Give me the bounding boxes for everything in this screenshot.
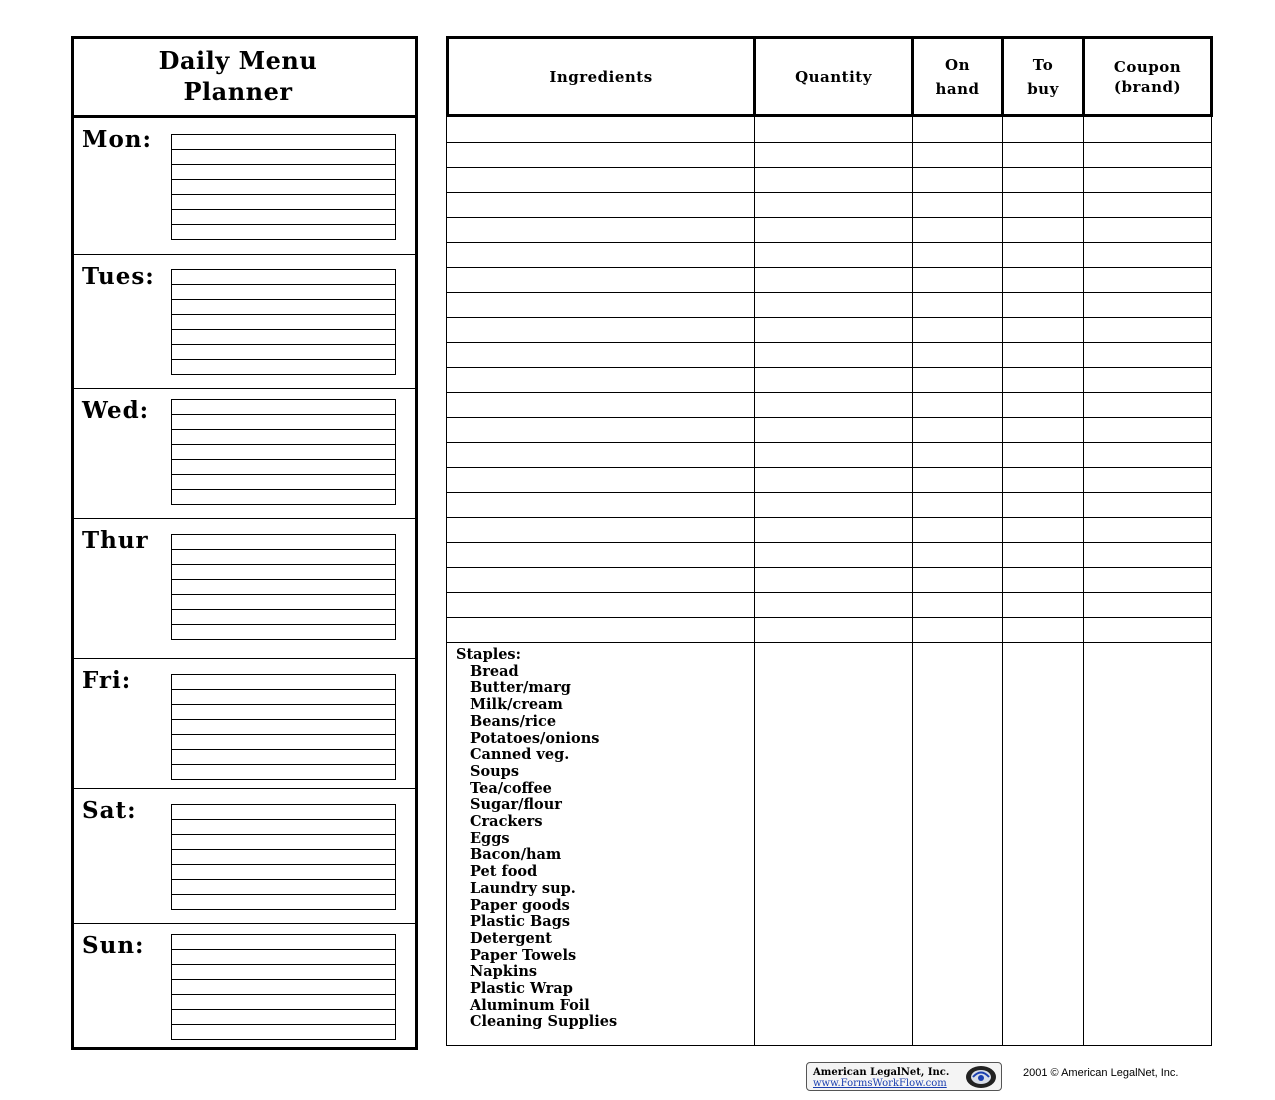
row-line [446, 367, 1212, 368]
day-wed [74, 389, 415, 519]
staple-item: Laundry sup. [470, 879, 576, 897]
shopping-list-table [446, 36, 1213, 1046]
staple-item: Detergent [470, 929, 552, 947]
header-ingredients: Ingredients [549, 67, 653, 86]
staple-item: Plastic Bags [470, 913, 571, 931]
row-line [446, 567, 1212, 568]
staple-item: Butter/marg [470, 679, 571, 697]
staple-item: Beans/rice [470, 712, 557, 730]
daily-menu-planner [71, 36, 418, 1050]
row-line [446, 292, 1212, 293]
day-lines[interactable] [171, 269, 396, 375]
staples-heading: Staples: [456, 646, 521, 663]
day-label: Mon: [82, 126, 153, 153]
day-tues [74, 255, 415, 389]
planner-title [74, 39, 415, 118]
planner-title-line2: Planner [183, 77, 293, 106]
table-bottom-line [446, 1045, 1212, 1046]
day-mon [74, 118, 415, 255]
row-line [446, 142, 1212, 143]
day-sat [74, 789, 415, 924]
staple-item: Bread [470, 662, 519, 680]
staple-item: Eggs [470, 829, 510, 847]
day-label: Sun: [82, 932, 145, 959]
day-sun [74, 924, 415, 1047]
staple-item: Bacon/ham [470, 846, 562, 864]
header-to-buy: To buy [1027, 55, 1059, 98]
american-legalnet-logo [806, 1062, 1002, 1091]
column-line [754, 117, 755, 1046]
day-label: Wed: [82, 397, 150, 424]
row-line [446, 267, 1212, 268]
day-label: Fri: [82, 667, 132, 694]
staple-item: Aluminum Foil [470, 996, 590, 1014]
staple-item: Tea/coffee [470, 779, 552, 797]
day-lines[interactable] [171, 934, 396, 1040]
row-line [446, 442, 1212, 443]
staples-list [456, 647, 617, 1031]
day-lines[interactable] [171, 674, 396, 780]
staple-item: Paper goods [470, 896, 570, 914]
column-line [1083, 117, 1084, 1046]
header-on-hand: On hand [935, 55, 980, 98]
row-line [446, 317, 1212, 318]
planner-title-line1: Daily Menu [158, 46, 318, 75]
staple-item: Pet food [470, 863, 538, 881]
staple-item: Crackers [470, 813, 543, 831]
row-line [446, 517, 1212, 518]
day-lines[interactable] [171, 804, 396, 910]
row-line [446, 192, 1212, 193]
day-lines[interactable] [171, 399, 396, 505]
day-fri [74, 659, 415, 789]
staple-item: Plastic Wrap [470, 980, 573, 998]
row-line [446, 467, 1212, 468]
globe-icon [964, 1065, 998, 1089]
staple-item: Soups [470, 762, 519, 780]
row-line [446, 167, 1212, 168]
staple-item: Potatoes/onions [470, 729, 600, 747]
copyright-notice: 2001 © American LegalNet, Inc. [1023, 1067, 1179, 1079]
header-quantity: Quantity [795, 67, 872, 86]
staple-item: Milk/cream [470, 696, 563, 714]
row-line [446, 617, 1212, 618]
row-line [446, 542, 1212, 543]
staple-item: Canned veg. [470, 746, 570, 764]
day-lines[interactable] [171, 534, 396, 640]
column-line [912, 117, 913, 1046]
logo-company: American LegalNet, Inc. [813, 1067, 950, 1078]
day-label: Tues: [82, 263, 155, 290]
staple-item: Paper Towels [470, 946, 577, 964]
logo-url-link[interactable]: www.FormsWorkFlow.com [813, 1078, 947, 1089]
staple-item: Napkins [470, 963, 538, 981]
row-line [446, 242, 1212, 243]
staple-item: Sugar/flour [470, 796, 562, 814]
row-line [446, 217, 1212, 218]
row-line [446, 642, 1212, 643]
row-line [446, 342, 1212, 343]
day-thur [74, 519, 415, 659]
column-line [446, 117, 447, 1046]
day-lines[interactable] [171, 134, 396, 240]
row-line [446, 592, 1212, 593]
row-line [446, 392, 1212, 393]
column-line [1211, 117, 1212, 1046]
staple-item: Cleaning Supplies [470, 1013, 618, 1031]
row-line [446, 492, 1212, 493]
day-label: Thur [82, 527, 149, 554]
header-coupon: Coupon (brand) [1113, 57, 1182, 96]
day-label: Sat: [82, 797, 137, 824]
row-line [446, 417, 1212, 418]
column-line [1002, 117, 1003, 1046]
